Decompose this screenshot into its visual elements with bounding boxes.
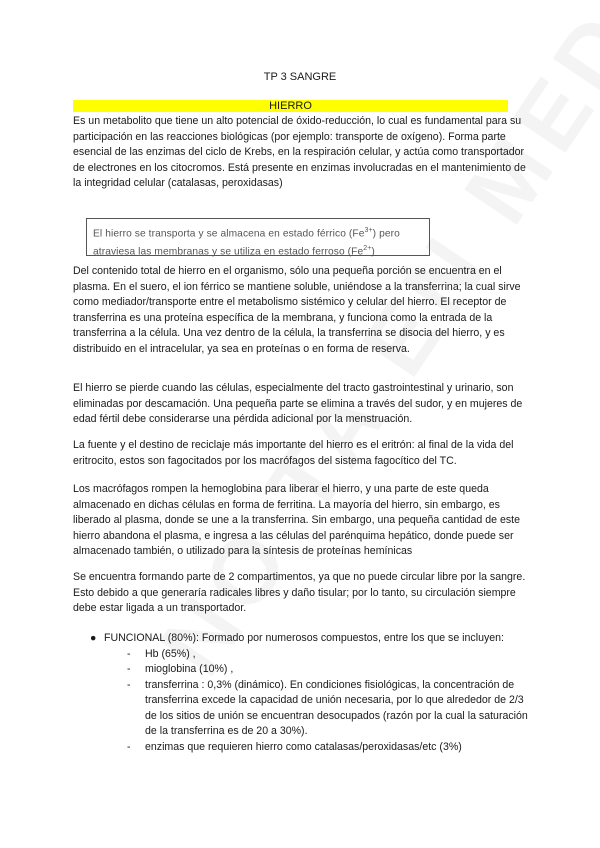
boxed-note-line-1: El hierro se transporta y se almacena en estado férrico $(Fe^{3+})$ pero [93, 227, 400, 240]
paragraph-loss: El hierro se pierde cuando las células, especialmente del tracto gastrointestinal y urinario, son eliminadas por descamación. Una pequeña parte se elimina a través del sudor, y en mujeres de edad fértil debe considerarse una pérdida adicional por la menstruación. [73, 382, 523, 425]
paragraph-compartimentos: Se encuentra formando parte de 2 compartimentos, ya que no puede circular libre por la sangre. Esto debido a que generaría radicales libres y daño tisular; por lo tanto, su circulación siempre debe estar ligada a un transportador. [73, 571, 526, 614]
sub-list-item [90, 647, 530, 663]
list-item [90, 631, 530, 647]
boxed-note [86, 218, 430, 256]
sub-list-item [90, 740, 530, 756]
bullet-icon: ● [90, 632, 97, 644]
dash-icon: - [127, 663, 131, 675]
paragraph-intro: Es un metabolito que tiene un alto potencial de óxido-reducción, lo cual es fundamental para su participación en las reacciones biológicas (por ejemplo: transporte de oxígeno). Forma parte esencial de las enzimas del ciclo de Krebs, en la respiración celular, y actúa como transportador de electrones en los citocromos. Está presente en enzimas involucradas en el mantenimiento de la integridad celular (catalasas, peroxidasas) [73, 115, 526, 189]
section-heading-hierro: HIERRO [73, 100, 508, 112]
sub-item-text: enzimas que requieren hierro como catalasas/peroxidasas/etc (3%) [145, 740, 462, 753]
bullet-list [90, 631, 530, 755]
sub-list-item [90, 678, 530, 740]
page-title: TP 3 SANGRE [263, 71, 337, 83]
paragraph-eritron: La fuente y el destino de reciclaje más importante del hierro es el eritrón: al final de la vida del eritrocito, estos son fagocitados por los macrófagos del sistema fagocítico del TC. [73, 439, 514, 467]
bullet-text: FUNCIONAL (80%): Formado por numerosos compuestos, entre los que se incluyen: [104, 632, 504, 644]
dash-icon: - [127, 740, 131, 753]
sub-list-item [90, 662, 530, 678]
dash-icon: - [127, 647, 131, 660]
paragraph-macrofagos: Los macrófagos rompen la hemoglobina para liberar el hierro, y una parte de este queda almacenado en dichas células en forma de ferritina. La mayoría del hierro, sin embargo, es liberado al plasma, donde se une a la transferrina. Sin embargo, una pequeña cantidad de este hierro abandona el plasma, e ingresa a las células del parénquima hepático, donde puede ser almacenado también, o utilizado para la síntesis de proteínas hemínicas [73, 483, 521, 557]
dash-icon: - [127, 678, 131, 691]
paragraph-plasma: Del contenido total de hierro en el organismo, sólo una pequeña porción se encuentra en el plasma. En el suero, el ion férrico se mantiene soluble, uniéndose a la transferrina; la cual sirve como mediador/transporte entre el metabolismo sistémico y celular del hierro. El receptor de transferrina es una proteína específica de la membrana, y funciona como la entrada de la transferrina a la célula. Una vez dentro de la célula, la transferrina se disocia del hierro, y es distribuido en el intracelular, ya sea en proteínas o en forma de reserva. [73, 265, 521, 355]
boxed-note-line-2: atraviesa las membranas y se utiliza en estado ferroso $(Fe^{2+})$ [93, 245, 375, 258]
sub-item-text: Hb (65%) , [145, 647, 196, 660]
sub-item-text: transferrina : 0,3% (dinámico). En condiciones fisiológicas, la concentración de transferrina excede la capacidad de unión necesaria, por lo que alrededor de 2/3 de los sitios de unión se encuentran desocupados (razón por la cual la saturación de la transferrina es de 20 a 30%). [145, 678, 528, 737]
sub-item-text: mioglobina (10%) , [145, 663, 234, 675]
